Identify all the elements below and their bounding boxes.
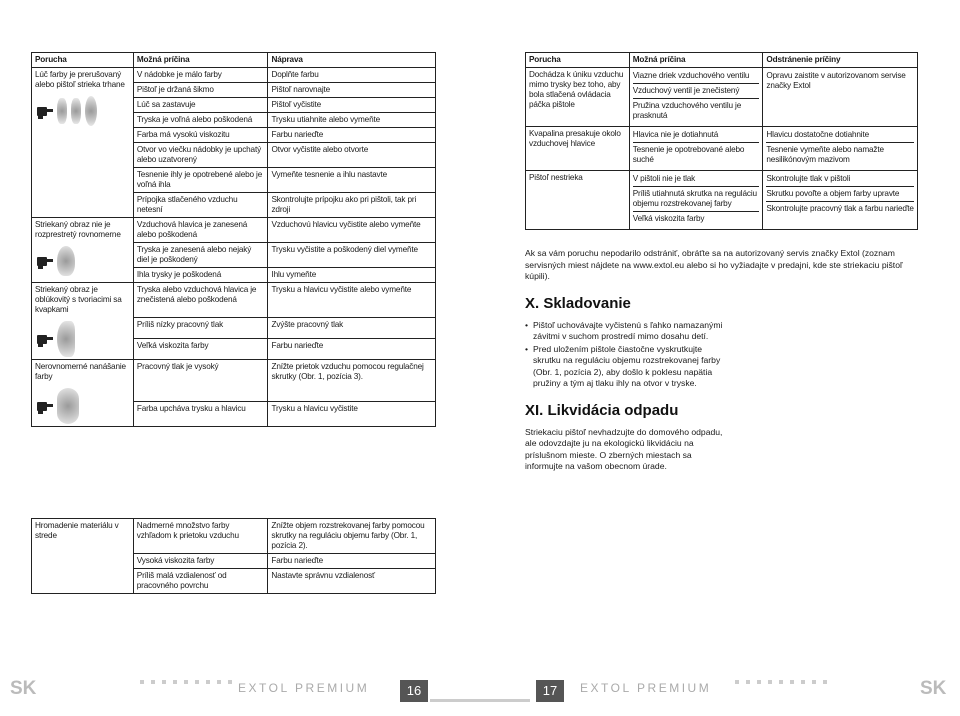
fault-cell: Kvapalina presakuje okolo vzduchovej hlavice: [526, 127, 630, 171]
remedy-cell: Skontrolujte prípojku ako pri pištoli, tak pri zdroji: [268, 193, 436, 218]
header-cause: Možná príčina: [133, 53, 268, 68]
cause-cell: Vysoká viskozita farby: [133, 554, 268, 569]
page-number: 16: [400, 680, 428, 702]
table-row: [526, 127, 918, 171]
cause-cell: [629, 127, 763, 171]
cause-item: Pružina vzduchového ventilu je prasknutá: [632, 101, 742, 120]
header-fault: Porucha: [32, 53, 134, 68]
fault-illustration: [35, 388, 130, 424]
remedy-item: Skontrolujte tlak v pištoli: [766, 173, 914, 187]
cause-cell: Pracovný tlak je vysoký: [133, 360, 268, 402]
remedy-cell: Trysku a hlavicu vyčistite alebo vymeňte: [268, 283, 436, 318]
spray-pattern-icon: [57, 246, 75, 276]
remedy-cell: Vymeňte tesnenie a ihlu nastavte: [268, 168, 436, 193]
remedy-item: Opravu zaistite v autorizovanom servise značky Extol: [766, 71, 906, 90]
cause-cell: Pištoľ je držaná šikmo: [133, 83, 268, 98]
remedy-cell: [763, 68, 918, 127]
footer-dots: [140, 680, 232, 684]
fault-cell: [32, 218, 134, 283]
cause-cell: Nadmerné množstvo farby vzhľadom k prietoku vzduchu: [133, 519, 268, 554]
table-header-row: [32, 53, 436, 68]
cause-item: V pištoli nie je tlak: [633, 173, 760, 187]
header-fault: Porucha: [526, 53, 630, 68]
table-row: [32, 519, 436, 554]
page-number: 17: [536, 680, 564, 702]
cause-cell: Veľká viskozita farby: [133, 339, 268, 360]
right-footer: [480, 678, 960, 706]
remedy-cell: Zvýšte pracovný tlak: [268, 318, 436, 339]
table-row: [526, 68, 918, 127]
cause-cell: V nádobke je málo farby: [133, 68, 268, 83]
cause-item: Viazne driek vzduchového ventilu: [633, 70, 760, 84]
remedy-item: Skontrolujte pracovný tlak a farbu narieďte: [766, 204, 914, 213]
header-remedy: Náprava: [268, 53, 436, 68]
list-item: • Pištoľ uchovávajte vyčistenú s ľahko namazanými závitmi v suchom prostredí mimo dosahu detí.: [525, 320, 725, 343]
cause-item: Tesnenie je opotrebované alebo suché: [632, 145, 745, 164]
table-row: [526, 171, 918, 230]
brand-text: EXTOL PREMIUM: [580, 681, 712, 695]
fault-cell: [32, 283, 134, 360]
fault-cell: [32, 68, 134, 218]
right-content: [525, 248, 915, 473]
cause-cell: Lúč sa zastavuje: [133, 98, 268, 113]
cause-cell: [629, 68, 763, 127]
fault-illustration: [35, 96, 130, 126]
table-row: [32, 360, 436, 402]
remedy-cell: [763, 127, 918, 171]
spray-pattern-icon: [57, 321, 75, 357]
troubleshooting-table-right: [525, 52, 918, 230]
section-xi-title: XI. Likvidácia odpadu: [525, 401, 679, 419]
header-remedy: Odstránenie príčiny: [763, 53, 918, 68]
spray-pattern-icon: [57, 388, 79, 424]
fault-cell: [32, 360, 134, 427]
remedy-cell: Farbu narieďte: [268, 128, 436, 143]
remedy-cell: Trysku utiahnite alebo vymeňte: [268, 113, 436, 128]
remedy-cell: Ihlu vymeňte: [268, 268, 436, 283]
cause-cell: Otvor vo viečku nádobky je upchatý alebo uzatvorený: [133, 143, 268, 168]
cause-cell: Príliš nízky pracovný tlak: [133, 318, 268, 339]
cause-cell: Ihla trysky je poškodená: [133, 268, 268, 283]
language-code: SK: [920, 678, 947, 699]
right-page: [480, 0, 960, 716]
cause-cell: Farba upcháva trysku a hlavicu: [133, 401, 268, 426]
cause-cell: Tryska je voľná alebo poškodená: [133, 113, 268, 128]
cause-cell: Farba má vysokú viskozitu: [133, 128, 268, 143]
remedy-cell: Doplňte farbu: [268, 68, 436, 83]
cause-cell: Prípojka stlačeného vzduchu netesní: [133, 193, 268, 218]
brand-text: EXTOL PREMIUM: [238, 681, 370, 695]
fault-illustration: [35, 246, 130, 276]
remedy-cell: Farbu narieďte: [268, 339, 436, 360]
remedy-cell: Pištoľ vyčistite: [268, 98, 436, 113]
fault-text: Hromadenie materiálu v strede: [35, 521, 119, 540]
remedy-cell: Nastavte správnu vzdialenosť: [268, 569, 436, 594]
cause-item: Hlavica nie je dotiahnutá: [633, 129, 760, 143]
remedy-cell: Otvor vyčistite alebo otvorte: [268, 143, 436, 168]
spray-gun-icon: [35, 254, 53, 268]
fault-cell: Dochádza k úniku vzduchu mimo trysky bez toho, aby bola stlačená ovládacia páčka pištole: [526, 68, 630, 127]
remedy-cell: Trysku a hlavicu vyčistite: [268, 401, 436, 426]
header-cause: Možná príčina: [629, 53, 763, 68]
fault-cell: [32, 519, 134, 594]
service-note: Ak sa vám poruchu nepodarilo odstrániť, obráťte sa na autorizovaný servis značky Extol (zoznam servisných miest nájdete na www.extol.eu alebo si ho vyžiadajte v predajni, kde ste striekaciu pištoľ kúpili).: [525, 248, 903, 281]
fault-cell: Pištoľ nestrieka: [526, 171, 630, 230]
cause-item: Príliš utiahnutá skrutka na reguláciu objemu rozstrekovanej farby: [633, 188, 760, 212]
fault-text: Striekaný obraz nie je rozprestretý rovnomerne: [35, 220, 121, 239]
fault-text: Striekaný obraz je oblúkovitý s tvoriacimi sa kvapkami: [35, 285, 122, 314]
remedy-cell: Farbu narieďte: [268, 554, 436, 569]
fault-illustration: [35, 321, 130, 357]
spray-pattern-icon: [71, 98, 81, 124]
spray-pattern-icon: [85, 96, 97, 126]
cause-cell: Tesnenie ihly je opotrebené alebo je voľná ihla: [133, 168, 268, 193]
spray-gun-icon: [35, 104, 53, 118]
cause-cell: Tryska je zanesená alebo nejaký diel je poškodený: [133, 243, 268, 268]
footer-dots: [735, 680, 827, 684]
remedy-cell: [763, 171, 918, 230]
spray-gun-icon: [35, 399, 53, 413]
remedy-cell: Trysku vyčistite a poškodený diel vymeňte: [268, 243, 436, 268]
cause-cell: Vzduchová hlavica je zanesená alebo poškodená: [133, 218, 268, 243]
troubleshooting-table-left-bottom: [31, 518, 436, 594]
table-header-row: [526, 53, 918, 68]
troubleshooting-table-left: [31, 52, 436, 427]
cause-item: Vzduchový ventil je znečistený: [633, 85, 760, 99]
section-x-title: X. Skladovanie: [525, 294, 631, 312]
cause-item: Veľká viskozita farby: [632, 214, 705, 223]
remedy-cell: Znížte objem rozstrekovanej farby pomocou skrutky na reguláciu objemu farby (Obr. 1, pozícia 2).: [268, 519, 436, 554]
language-code: SK: [10, 678, 37, 699]
cause-cell: Tryska alebo vzduchová hlavica je znečistená alebo poškodená: [133, 283, 268, 318]
storage-list: [525, 320, 725, 390]
remedy-cell: Vzduchovú hlavicu vyčistite alebo vymeňte: [268, 218, 436, 243]
cause-cell: Príliš malá vzdialenosť od pracovného povrchu: [133, 569, 268, 594]
left-footer: [0, 678, 480, 706]
disposal-text: Striekaciu pištoľ nevhadzujte do domového odpadu, ale odovzdajte ju na ekologickú likvidáciu na príslušnom mieste. O zberných miestach sa informujte na vašom obecnom úrade.: [525, 426, 723, 471]
remedy-cell: Znížte prietok vzduchu pomocou regulačnej skrutky (Obr. 1, pozícia 3).: [268, 360, 436, 402]
table-row: [32, 218, 436, 243]
remedy-item: Skrutku povoľte a objem farby upravte: [766, 188, 914, 202]
list-item: • Pred uložením pištole čiastočne vyskrutkujte skrutku na reguláciu objemu rozstrekovanej farby (Obr. 1, pozícia 2), aby došlo k poklesu napätia pružiny a tým aj tlaku ihly na otvor v tryske.: [525, 344, 725, 390]
table-row: [32, 68, 436, 83]
fault-text: Lúč farby je prerušovaný alebo pištoľ strieka trhane: [35, 70, 125, 89]
spray-gun-icon: [35, 332, 53, 346]
fault-text: Nerovnomerné nanášanie farby: [35, 362, 126, 381]
remedy-item: Hlavicu dostatočne dotiahnite: [766, 129, 914, 143]
cause-cell: [629, 171, 763, 230]
remedy-cell: Pištoľ narovnajte: [268, 83, 436, 98]
table-row: [32, 283, 436, 318]
spray-pattern-icon: [57, 98, 67, 124]
remedy-item: Tesnenie vymeňte alebo namažte nesilikónovým mazivom: [766, 145, 884, 164]
